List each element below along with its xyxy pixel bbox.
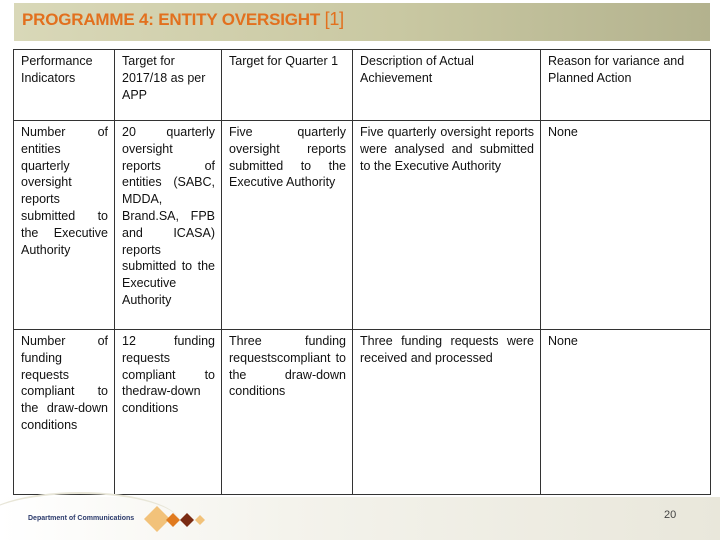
achievement-cell: Five quarterly oversight reports were analysed and submitted to the Executive Authority [353, 121, 541, 330]
page-number: 20 [664, 509, 677, 521]
target-app-cell: 12 funding requests compliant to thedraw-down conditions [115, 330, 222, 495]
header-performance-indicators: Performance Indicators [14, 50, 115, 121]
table-row [14, 330, 711, 495]
header-target-quarter: Target for Quarter 1 [222, 50, 353, 121]
logo-diamond-large [144, 506, 170, 532]
page-title [22, 9, 344, 30]
header-actual-achievement: Description of Actual Achievement [353, 50, 541, 121]
department-logo-icon [140, 502, 210, 538]
header-target-app: Target for 2017/18 as per APP [115, 50, 222, 121]
variance-cell: None [541, 121, 711, 330]
indicator-cell: Number of funding requests compliant to the draw-down conditions [14, 330, 115, 495]
header-variance-reason: Reason for variance and Planned Action [541, 50, 711, 121]
target-quarter-cell: Three funding requestscompliant to the draw-down conditions [222, 330, 353, 495]
logo-diamond-small [195, 515, 205, 525]
table-header-row [14, 50, 711, 121]
department-name: Department of Communications [28, 515, 135, 522]
logo-diamond-brown [180, 513, 194, 527]
footnote-reference: [1] [324, 9, 344, 29]
achievement-cell: Three funding requests were received and processed [353, 330, 541, 495]
performance-table [13, 49, 711, 495]
page-title-text: PROGRAMME 4: ENTITY OVERSIGHT [22, 10, 321, 29]
target-quarter-cell: Five quarterly oversight reports submitted to the Executive Authority [222, 121, 353, 330]
indicator-cell: Number of entities quarterly oversight reports submitted to the Executive Authority [14, 121, 115, 330]
title-banner [14, 3, 710, 41]
table-row [14, 121, 711, 330]
target-app-cell: 20 quarterly oversight reports of entities (SABC, MDDA, Brand.SA, FPB and ICASA) reports submitted to the Executive Authority [115, 121, 222, 330]
variance-cell: None [541, 330, 711, 495]
logo-diamond-orange [166, 513, 180, 527]
